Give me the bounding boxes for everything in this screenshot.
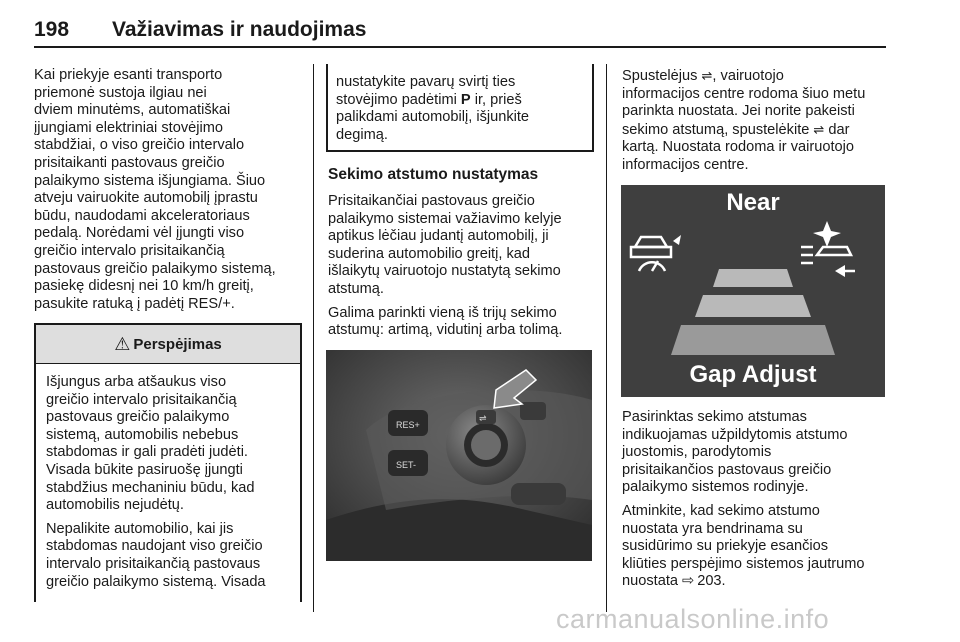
text-line: automobilis nejudėtų. — [46, 497, 184, 514]
text-line: susidūrimo su priekyje esančios — [622, 538, 829, 555]
warning-heading-text: Perspėjimas — [133, 335, 222, 353]
text-line: indikuojamas užpildytomis atstumo — [622, 426, 848, 443]
text-line: sistemą, automobilis nebebus — [46, 426, 239, 443]
gap-distance-icon: ⇌ — [479, 413, 487, 423]
col1-paragraph-1 — [34, 67, 306, 313]
header-rule — [34, 46, 886, 48]
text-line: palaikymo sistema išjungiama. Šiuo — [34, 172, 266, 189]
text-line: nustatykite pavarų svirtį ties — [336, 74, 516, 90]
text-line: pastovaus greičio palaikymo — [46, 409, 230, 426]
col3-paragraph-3 — [622, 503, 888, 591]
steering-wheel-illustration — [326, 350, 592, 561]
column-3-text — [622, 67, 888, 181]
text-line: sekimo atstumą, spustelėkite — [622, 121, 814, 138]
text-line: dar — [824, 121, 850, 138]
steering-wheel-photo — [326, 350, 592, 561]
text-line: aptikus lėčiau judantį automobilį, ji — [328, 228, 549, 245]
text-line: kartą. Nuostata rodoma ir vairuotojo — [622, 139, 854, 156]
text-line: informacijos centre. — [622, 156, 749, 173]
vehicle-ahead-icon — [631, 235, 681, 271]
gear-position-p: P — [460, 91, 471, 108]
res-label: RES+ — [396, 420, 420, 430]
warning-paragraph-1 — [46, 374, 290, 515]
gap-adjust-display — [621, 185, 885, 397]
col2-paragraph-2 — [328, 305, 598, 340]
watermark: carmanualsonline.info — [556, 604, 830, 634]
text-line: stabdomas naudojant viso greičio — [46, 538, 263, 555]
text-line: nuostata yra bendrinama su — [622, 520, 803, 537]
text-line: , vairuotojo — [712, 68, 784, 84]
text-line: stovėjimo padėtimi — [336, 91, 461, 108]
warning-heading — [36, 325, 300, 364]
text-line: ir, prieš — [470, 91, 522, 108]
text-line: palaikymo sistemai važiavimo kelyje — [328, 210, 562, 227]
text-line: įjungiami elektriniai stovėjimo — [34, 119, 223, 136]
text-line: juostomis, parodytomis — [622, 444, 772, 461]
text-line: dviem minutėms, automatiškai — [34, 102, 231, 119]
page-header — [34, 2, 884, 46]
text-line: degimą. — [336, 126, 388, 143]
text-line: priemonė sustoja ilgiau nei — [34, 84, 207, 101]
text-line: Prisitaikančiai pastovaus greičio — [328, 193, 535, 209]
text-line: pedalą. Norėdami vėl įjungti viso — [34, 225, 245, 242]
text-line: nuostata — [622, 573, 683, 590]
text-line: suderina automobilio greitį, kad — [328, 245, 530, 262]
text-line: Spustelėjus — [622, 68, 702, 84]
text-line: palikdami automobilį, išjunkite — [336, 109, 530, 126]
gap-distance-icon: ⇌ — [813, 121, 825, 137]
reference-arrow-icon: ⇨ — [682, 573, 695, 590]
gap-bar-near — [713, 269, 793, 287]
warning-triangle-icon: ⚠ — [114, 333, 131, 354]
column-divider-1 — [313, 64, 314, 612]
warning-box-continued — [326, 64, 594, 152]
text-line: greičio intervalo prisitaikančią — [46, 391, 237, 408]
text-line: greičio palaikymo sistemą. Visada — [46, 573, 266, 590]
text-line: parinkta nuostata. Jei norite pakeisti — [622, 103, 855, 120]
text-line: stabdomas ir gali pradėti judėti. — [46, 444, 248, 461]
text-line: stabdžius mechaniniu būdu, kad — [46, 479, 255, 496]
column-3-lower-text — [622, 409, 888, 597]
text-line: greičio intervalo prisitaikančią — [34, 242, 225, 259]
text-line: būdu, naudodami akceleratoriaus — [34, 207, 250, 224]
display-near-label: Near — [726, 189, 780, 216]
text-line: stabdžiai, o viso greičio intervalo — [34, 137, 245, 154]
text-line: pastovaus greičio palaikymo sistemą, — [34, 260, 276, 277]
text-line: atstumų: artimą, vidutinį arba tolimą. — [328, 322, 563, 339]
gap-distance-icon: ⇌ — [701, 68, 713, 83]
page-title: Važiavimas ir naudojimas — [112, 18, 367, 41]
text-line: palaikymo sistemos rodinyje. — [622, 479, 809, 496]
section-heading: Sekimo atstumo nustatymas — [328, 166, 539, 183]
text-line: pasukite ratuką į padėtį RES/+. — [34, 295, 235, 312]
text-line: Atminkite, kad sekimo atstumo — [622, 502, 820, 519]
column-2-text — [328, 193, 598, 346]
text-line: prisitaikanti pastovaus greičio — [34, 154, 225, 171]
page-number: 198 — [34, 18, 70, 41]
collision-alert-icon — [801, 221, 855, 277]
column-1 — [34, 67, 306, 319]
warning-paragraph-2 — [46, 521, 290, 591]
text-line: atstumą. — [328, 280, 384, 297]
text-line: prisitaikančios pastovaus greičio — [622, 461, 832, 478]
col3-paragraph-2 — [622, 409, 888, 497]
col3-paragraph-1 — [622, 67, 888, 175]
text-line: informacijos centre rodoma šiuo metu — [622, 85, 866, 102]
text-line: intervalo prisitaikančią pastovaus — [46, 555, 261, 572]
set-label: SET- — [396, 460, 417, 470]
warning-body — [36, 364, 300, 591]
text-line: Visada būkite pasiruošę įjungti — [46, 461, 243, 478]
text-line: pasiekę didesnį nei 10 km/h greitį, — [34, 278, 254, 295]
text-line: Išjungus arba atšaukus viso — [46, 374, 227, 390]
col2-paragraph-1 — [328, 193, 598, 299]
gap-bar-medium — [695, 295, 811, 317]
display-gap-adjust-label: Gap Adjust — [689, 361, 817, 388]
text-line: Nepalikite automobilio, kai jis — [46, 520, 234, 537]
warning-box — [34, 323, 302, 602]
text-line: Kai priekyje esanti transporto — [34, 67, 223, 83]
gap-bar-far — [671, 325, 835, 355]
text-line: Galima parinkti vieną iš trijų sekimo — [328, 304, 557, 321]
page-reference-link[interactable]: 203. — [697, 573, 726, 590]
text-line: Pasirinktas sekimo atstumas — [622, 409, 807, 425]
column-divider-2 — [606, 64, 607, 612]
text-line: kliūties perspėjimo sistemos jautrumo — [622, 555, 865, 572]
text-line: išlaikytų vairuotojo nustatytą sekimo — [328, 263, 561, 280]
warning-continued-text — [328, 64, 592, 144]
text-line: atveju vairuokite automobilį įprastu — [34, 190, 258, 207]
